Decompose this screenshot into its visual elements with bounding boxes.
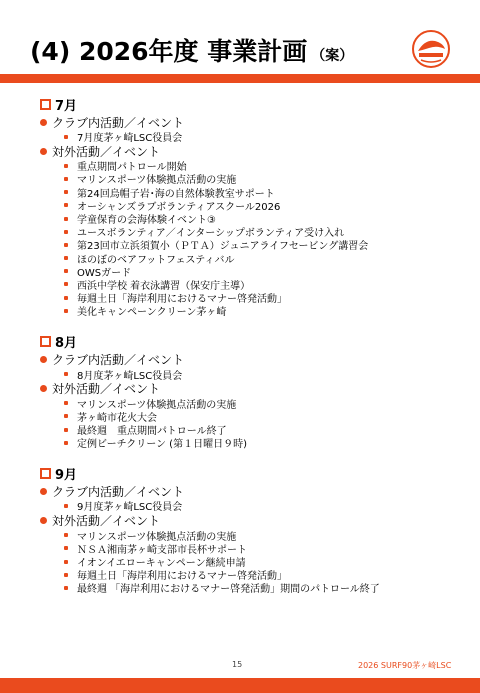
list-item (64, 225, 470, 238)
list-item (64, 581, 470, 594)
list-item (64, 159, 470, 172)
list-item (64, 367, 470, 380)
list-item (64, 542, 470, 555)
item-text: 美化キャンペーンクリーン茅ヶ崎 (77, 307, 227, 319)
square-bullet-icon (40, 99, 51, 110)
month-heading (40, 463, 470, 483)
category-heading (40, 483, 470, 499)
square-bullet-icon (64, 203, 68, 207)
item-text: 9月度茅ヶ崎LSC役員会 (77, 502, 183, 514)
category-label: クラブ内活動／イベント (52, 484, 185, 499)
footer-org-name: 2026 SURF90茅ヶ崎LSC (358, 661, 452, 670)
square-bullet-icon (64, 164, 68, 168)
square-bullet-icon (64, 586, 68, 590)
square-bullet-icon (64, 296, 68, 300)
month-block-august (40, 331, 470, 449)
month-block-september (40, 463, 470, 594)
item-text: ＮＳＡ湘南茅ヶ崎支部市長杯サポート (77, 544, 247, 556)
square-bullet-icon (64, 546, 68, 550)
item-text: マリンスポーツ体験拠点活動の実施 (77, 399, 237, 411)
category-heading (40, 381, 470, 397)
page-number: 15 (232, 660, 243, 669)
square-bullet-icon (40, 468, 51, 479)
item-text: 7月度茅ヶ崎LSC役員会 (77, 133, 183, 145)
item-text: マリンスポーツ体験拠点活動の実施 (77, 531, 237, 543)
square-bullet-icon (64, 256, 68, 260)
square-bullet-icon (64, 177, 68, 181)
list-item (64, 252, 470, 265)
item-text: 学童保育の会海体験イベント③ (77, 215, 216, 227)
circle-bullet-icon (40, 385, 47, 392)
item-list (64, 159, 470, 317)
square-bullet-icon (64, 309, 68, 313)
list-item (64, 423, 470, 436)
category-heading (40, 351, 470, 367)
footer-accent-bar (0, 678, 480, 693)
category-label: 対外活動／イベント (52, 514, 161, 529)
square-bullet-icon (64, 560, 68, 564)
category-label: 対外活動／イベント (52, 382, 161, 397)
item-text: イオンイエローキャンペーン継続申請 (77, 558, 246, 570)
square-bullet-icon (64, 135, 68, 139)
item-text: 毎週土日「海岸利用におけるマナー啓発活動」 (77, 571, 287, 583)
square-bullet-icon (64, 441, 68, 445)
list-item (64, 568, 470, 581)
item-text: 毎週土日「海岸利用におけるマナー啓発活動」 (77, 294, 287, 306)
square-bullet-icon (64, 217, 68, 221)
header-accent-bar (0, 74, 480, 83)
page-title (30, 32, 353, 68)
list-item (64, 265, 470, 278)
item-text: ほのぼのベアフットフェスティバル (77, 254, 235, 266)
category-heading (40, 513, 470, 529)
item-text: 茅ヶ崎市花火大会 (77, 412, 157, 424)
item-list (64, 529, 470, 595)
item-text: ユースボランティア／インターシップボランティア受け入れ (77, 228, 345, 240)
category-heading (40, 143, 470, 159)
item-text: 最終週 「海岸利用におけるマナー啓発活動」期間のパトロール終了 (77, 584, 380, 596)
item-list (64, 397, 470, 450)
month-block-july (40, 94, 470, 317)
circle-bullet-icon (40, 356, 47, 363)
slide-header (0, 0, 480, 74)
square-bullet-icon (64, 230, 68, 234)
square-bullet-icon (64, 533, 68, 537)
square-bullet-icon (40, 336, 51, 347)
category-label: 対外活動／イベント (52, 144, 161, 159)
square-bullet-icon (64, 372, 68, 376)
item-text: 西浜中学校 着衣泳講習（保安庁主導） (77, 280, 251, 292)
square-bullet-icon (64, 282, 68, 286)
item-text: 定例ビーチクリーン (第１日曜日９時) (77, 439, 247, 451)
list-item (64, 397, 470, 410)
item-list (64, 130, 470, 143)
plan-content (40, 94, 470, 601)
item-text: 8月度茅ヶ崎LSC役員会 (77, 370, 183, 382)
item-list (64, 367, 470, 380)
item-list (64, 499, 470, 512)
list-item (64, 436, 470, 449)
item-text: OWSガード (77, 267, 132, 279)
category-label: クラブ内活動／イベント (52, 115, 185, 130)
list-item (64, 291, 470, 304)
month-label: 9月 (55, 467, 78, 483)
list-item (64, 172, 470, 185)
square-bullet-icon (64, 190, 68, 194)
square-bullet-icon (64, 269, 68, 273)
list-item (64, 186, 470, 199)
square-bullet-icon (64, 573, 68, 577)
item-text: 最終週 重点期間パトロール終了 (77, 426, 227, 438)
circle-bullet-icon (40, 517, 47, 524)
month-label: 7月 (55, 98, 78, 114)
list-item (64, 199, 470, 212)
item-text: オーシャンズラブボランティアスクール2026 (77, 201, 281, 213)
list-item (64, 130, 470, 143)
square-bullet-icon (64, 414, 68, 418)
list-item (64, 529, 470, 542)
list-item (64, 410, 470, 423)
list-item (64, 278, 470, 291)
list-item (64, 212, 470, 225)
item-text: マリンスポーツ体験拠点活動の実施 (77, 175, 237, 187)
list-item (64, 499, 470, 512)
category-heading (40, 114, 470, 130)
category-label: クラブ内活動／イベント (52, 352, 185, 367)
list-item (64, 304, 470, 317)
item-text: 第24回烏帽子岩･海の自然体験教室サポート (77, 188, 275, 200)
month-heading (40, 331, 470, 351)
circle-bullet-icon (40, 488, 47, 495)
list-item (64, 555, 470, 568)
square-bullet-icon (64, 428, 68, 432)
square-bullet-icon (64, 243, 68, 247)
month-heading (40, 94, 470, 114)
circle-bullet-icon (40, 148, 47, 155)
list-item (64, 238, 470, 251)
item-text: 重点期間パトロール開始 (77, 162, 187, 174)
page-title-text: (4) 2026年度 事業計画 (30, 37, 308, 66)
circle-bullet-icon (40, 119, 47, 126)
month-label: 8月 (55, 335, 78, 351)
square-bullet-icon (64, 401, 68, 405)
item-text: 第23回市立浜須賀小（ＰＴＡ）ジュニアライフセービング講習会 (77, 241, 369, 253)
club-logo-icon (411, 29, 451, 69)
page-subtitle: （案） (311, 48, 354, 64)
square-bullet-icon (64, 504, 68, 508)
